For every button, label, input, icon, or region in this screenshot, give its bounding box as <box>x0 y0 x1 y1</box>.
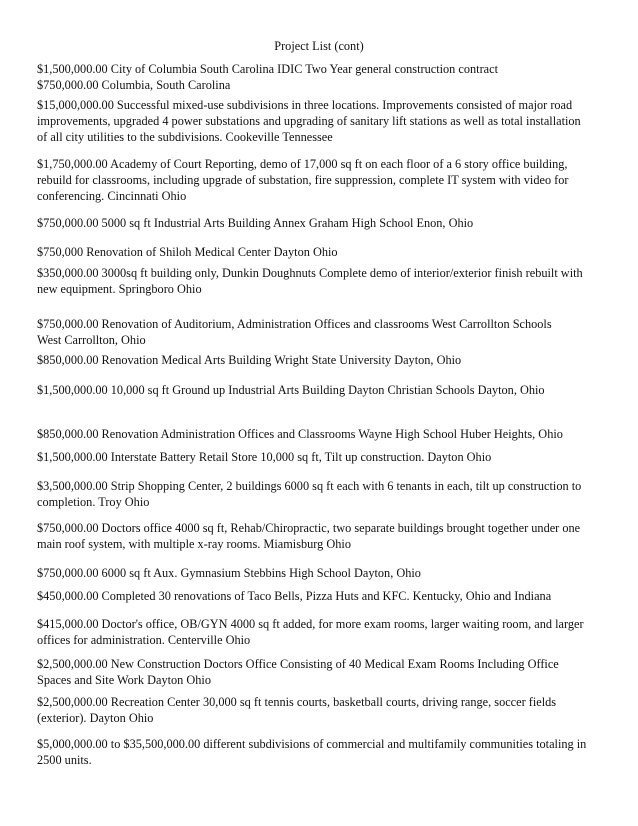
entry-line: $5,000,000.00 to $35,500,000.00 different subdivisions of commercial and multifamily communities totaling in <box>37 737 587 751</box>
page-title: Project List (cont) <box>274 39 364 53</box>
entry-line: conferencing. Cincinnati Ohio <box>37 189 187 203</box>
entry-line: $850,000.00 Renovation Medical Arts Building Wright State University Dayton, Ohio <box>37 353 462 367</box>
entry-line: Spaces and Site Work Dayton Ohio <box>37 673 211 687</box>
project-entry <box>37 426 599 442</box>
entry-line: $2,500,000.00 Recreation Center 30,000 sq ft tennis courts, basketball courts, driving range, soccer fields <box>37 695 557 709</box>
entry-line: rebuild for classrooms, including upgrade of substation, fire suppression, complete IT system with video for <box>37 173 569 187</box>
entry-line: $1,500,000.00 Interstate Battery Retail Store 10,000 sq ft, Tilt up construction. Dayton Ohio <box>37 450 492 464</box>
entry-line: $3,500,000.00 Strip Shopping Center, 2 buildings 6000 sq ft each with 6 tenants in each, tilt up construction to <box>37 479 582 493</box>
entry-line: $750,000.00 5000 sq ft Industrial Arts Building Annex Graham High School Enon, Ohio <box>37 216 474 230</box>
entry-line: offices for administration. Centerville Ohio <box>37 633 251 647</box>
entry-line: $450,000.00 Completed 30 renovations of Taco Bells, Pizza Huts and KFC. Kentucky, Ohio and Indiana <box>37 589 552 603</box>
project-entry <box>37 244 599 260</box>
entry-line: $850,000.00 Renovation Administration Offices and Classrooms Wayne High School Huber Heights, Ohio <box>37 427 563 441</box>
entry-line: 2500 units. <box>37 753 92 767</box>
entry-line: (exterior). Dayton Ohio <box>37 711 154 725</box>
project-entry <box>37 97 599 145</box>
entry-line: $1,750,000.00 Academy of Court Reporting, demo of 17,000 sq ft on each floor of a 6 story office building, <box>37 157 568 171</box>
project-entry <box>37 316 599 348</box>
entry-line: $350,000.00 3000sq ft building only, Dunkin Doughnuts Complete demo of interior/exterior finish rebuilt with <box>37 266 583 280</box>
entry-line: West Carrollton, Ohio <box>37 333 146 347</box>
entry-line: $750,000.00 Renovation of Auditorium, Administration Offices and classrooms West Carrollton Schools <box>37 317 552 331</box>
project-entry <box>37 656 599 688</box>
project-entry <box>37 215 599 231</box>
entry-line: $750,000.00 6000 sq ft Aux. Gymnasium Stebbins High School Dayton, Ohio <box>37 566 421 580</box>
project-entry <box>37 565 599 581</box>
project-entry <box>37 265 599 297</box>
entry-line: $1,500,000.00 City of Columbia South Carolina IDIC Two Year general construction contract <box>37 62 499 76</box>
entry-line: $750,000 Renovation of Shiloh Medical Center Dayton Ohio <box>37 245 338 259</box>
project-entry <box>37 736 599 768</box>
entry-line: $2,500,000.00 New Construction Doctors Office Consisting of 40 Medical Exam Rooms Including Office <box>37 657 559 671</box>
entry-line: $1,500,000.00 10,000 sq ft Ground up Industrial Arts Building Dayton Christian Schools Dayton, Ohio <box>37 383 545 397</box>
project-entry <box>37 352 599 368</box>
entry-line: $15,000,000.00 Successful mixed-use subdivisions in three locations. Improvements consisted of major road <box>37 98 573 112</box>
project-entry <box>37 616 599 648</box>
project-entry <box>37 478 599 510</box>
project-entry <box>37 449 599 465</box>
project-entry <box>37 694 599 726</box>
entry-line: new equipment. Springboro Ohio <box>37 282 202 296</box>
entry-line: $750,000.00 Columbia, South Carolina <box>37 78 231 92</box>
entry-line: of all city utilities to the subdivisions. Cookeville Tennessee <box>37 130 333 144</box>
entry-line: $750,000.00 Doctors office 4000 sq ft, Rehab/Chiropractic, two separate buildings brought together under one <box>37 521 581 535</box>
project-entry <box>37 61 599 93</box>
project-entry <box>37 382 599 398</box>
project-entry <box>37 156 599 204</box>
project-entry <box>37 520 599 552</box>
entry-line: main roof system, with multiple x-ray rooms. Miamisburg Ohio <box>37 537 351 551</box>
entry-line: $415,000.00 Doctor's office, OB/GYN 4000 sq ft added, for more exam rooms, larger waiting room, and larger <box>37 617 584 631</box>
entry-line: completion. Troy Ohio <box>37 495 150 509</box>
entry-line: improvements, upgraded 4 power substations and upgrading of sanitary lift stations as well as total installation <box>37 114 581 128</box>
project-entry <box>37 588 599 604</box>
